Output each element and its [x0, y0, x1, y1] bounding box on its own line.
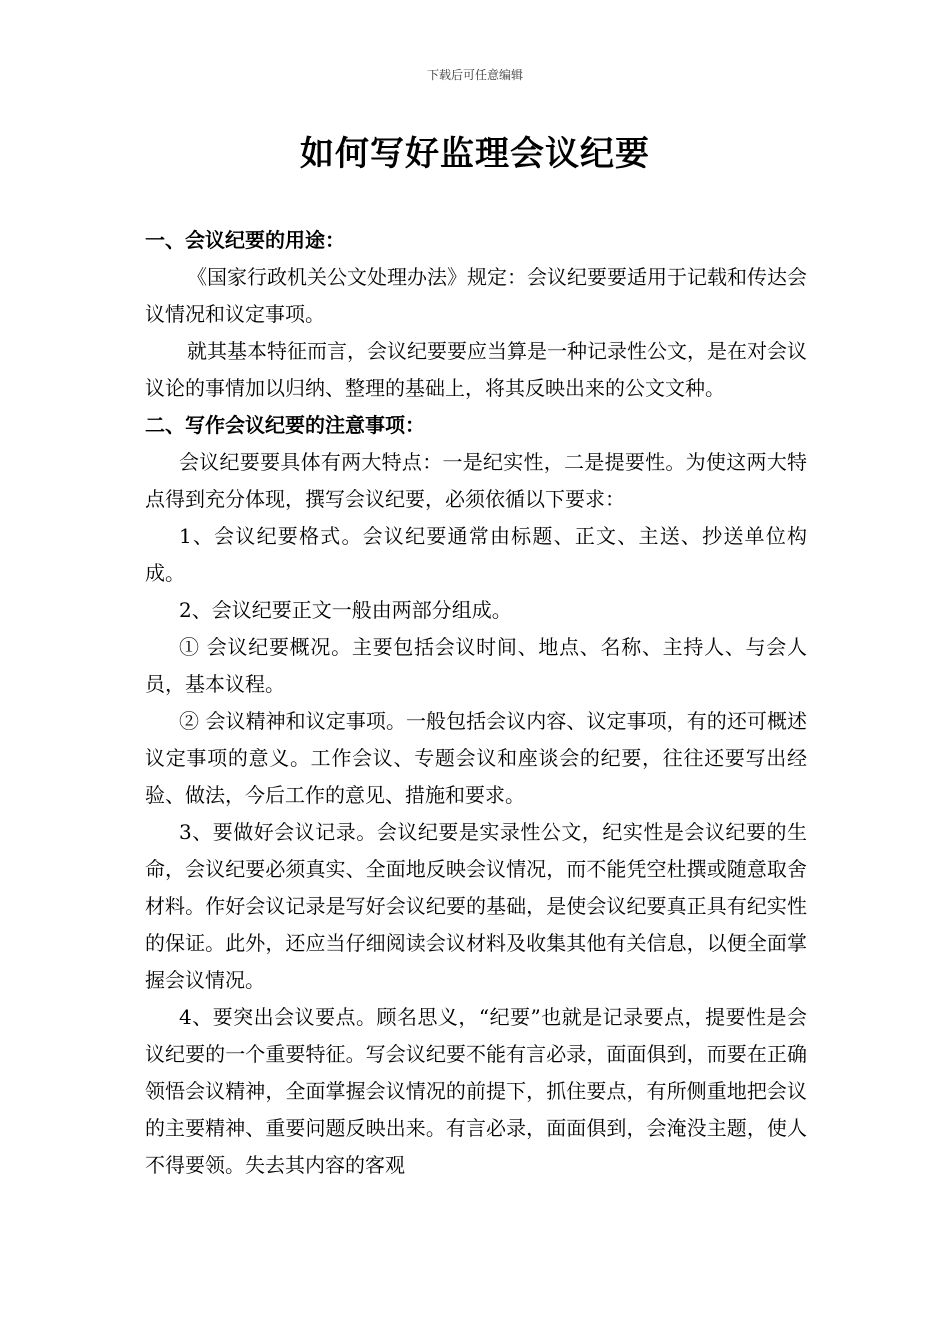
paragraph: ② 会议精神和议定事项。一般包括会议内容、议定事项，有的还可概述议定事项的意义。工作会议、专题会议和座谈会的纪要，往往还要写出经验、做法，今后工作的意见、措施和要求。 — [145, 709, 807, 807]
paragraph: ① 会议纪要概况。主要包括会议时间、地点、名称、主持人、与会人员，基本议程。 — [145, 635, 807, 696]
section-heading-notes: 二、写作会议纪要的注意事项： — [145, 413, 425, 437]
paragraph: 就其基本特征而言，会议纪要要应当算是一种记录性公文，是在对会议议论的事情加以归纳、整理的基础上，将其反映出来的公文文种。 — [145, 339, 807, 400]
paragraph: 4、要突出会议要点。顾名思义，“纪要”也就是记录要点，提要性是会议纪要的一个重要特征。写会议纪要不能有言必录，面面俱到，而要在正确领悟会议精神，全面掌握会议情况的前提下，抓住要点，有所侧重地把会议的主要精神、重要问题反映出来。有言必录，面面俱到，会淹没主题，使人不得要领。失去其内容的客观 — [145, 1005, 807, 1177]
paragraph: 2、会议纪要正文一般由两部分组成。 — [179, 598, 512, 622]
paragraph: 3、要做好会议记录。会议纪要是实录性公文，纪实性是会议纪要的生命，会议纪要必须真实、全面地反映会议情况，而不能凭空杜撰或随意取舍材料。作好会议记录是写好会议纪要的基础，是使会议纪要真正具有纪实性的保证。此外，还应当仔细阅读会议材料及收集其他有关信息，以便全面掌握会议情况。 — [145, 820, 807, 992]
paragraph: 《国家行政机关公文处理办法》规定：会议纪要要适用于记载和传达会议情况和议定事项。 — [145, 265, 807, 326]
paragraph: 会议纪要要具体有两大特点：一是纪实性，二是提要性。为使这两大特点得到充分体现，撰写会议纪要，必须依循以下要求： — [145, 450, 807, 511]
document-body — [145, 222, 807, 1184]
paragraph: 1、会议纪要格式。会议纪要通常由标题、正文、主送、抄送单位构成。 — [145, 524, 807, 585]
document-title: 如何写好监理会议纪要 — [300, 134, 650, 174]
header-note: 下载后可任意编辑 — [426, 68, 523, 82]
section-heading-usage: 一、会议纪要的用途： — [145, 228, 345, 252]
